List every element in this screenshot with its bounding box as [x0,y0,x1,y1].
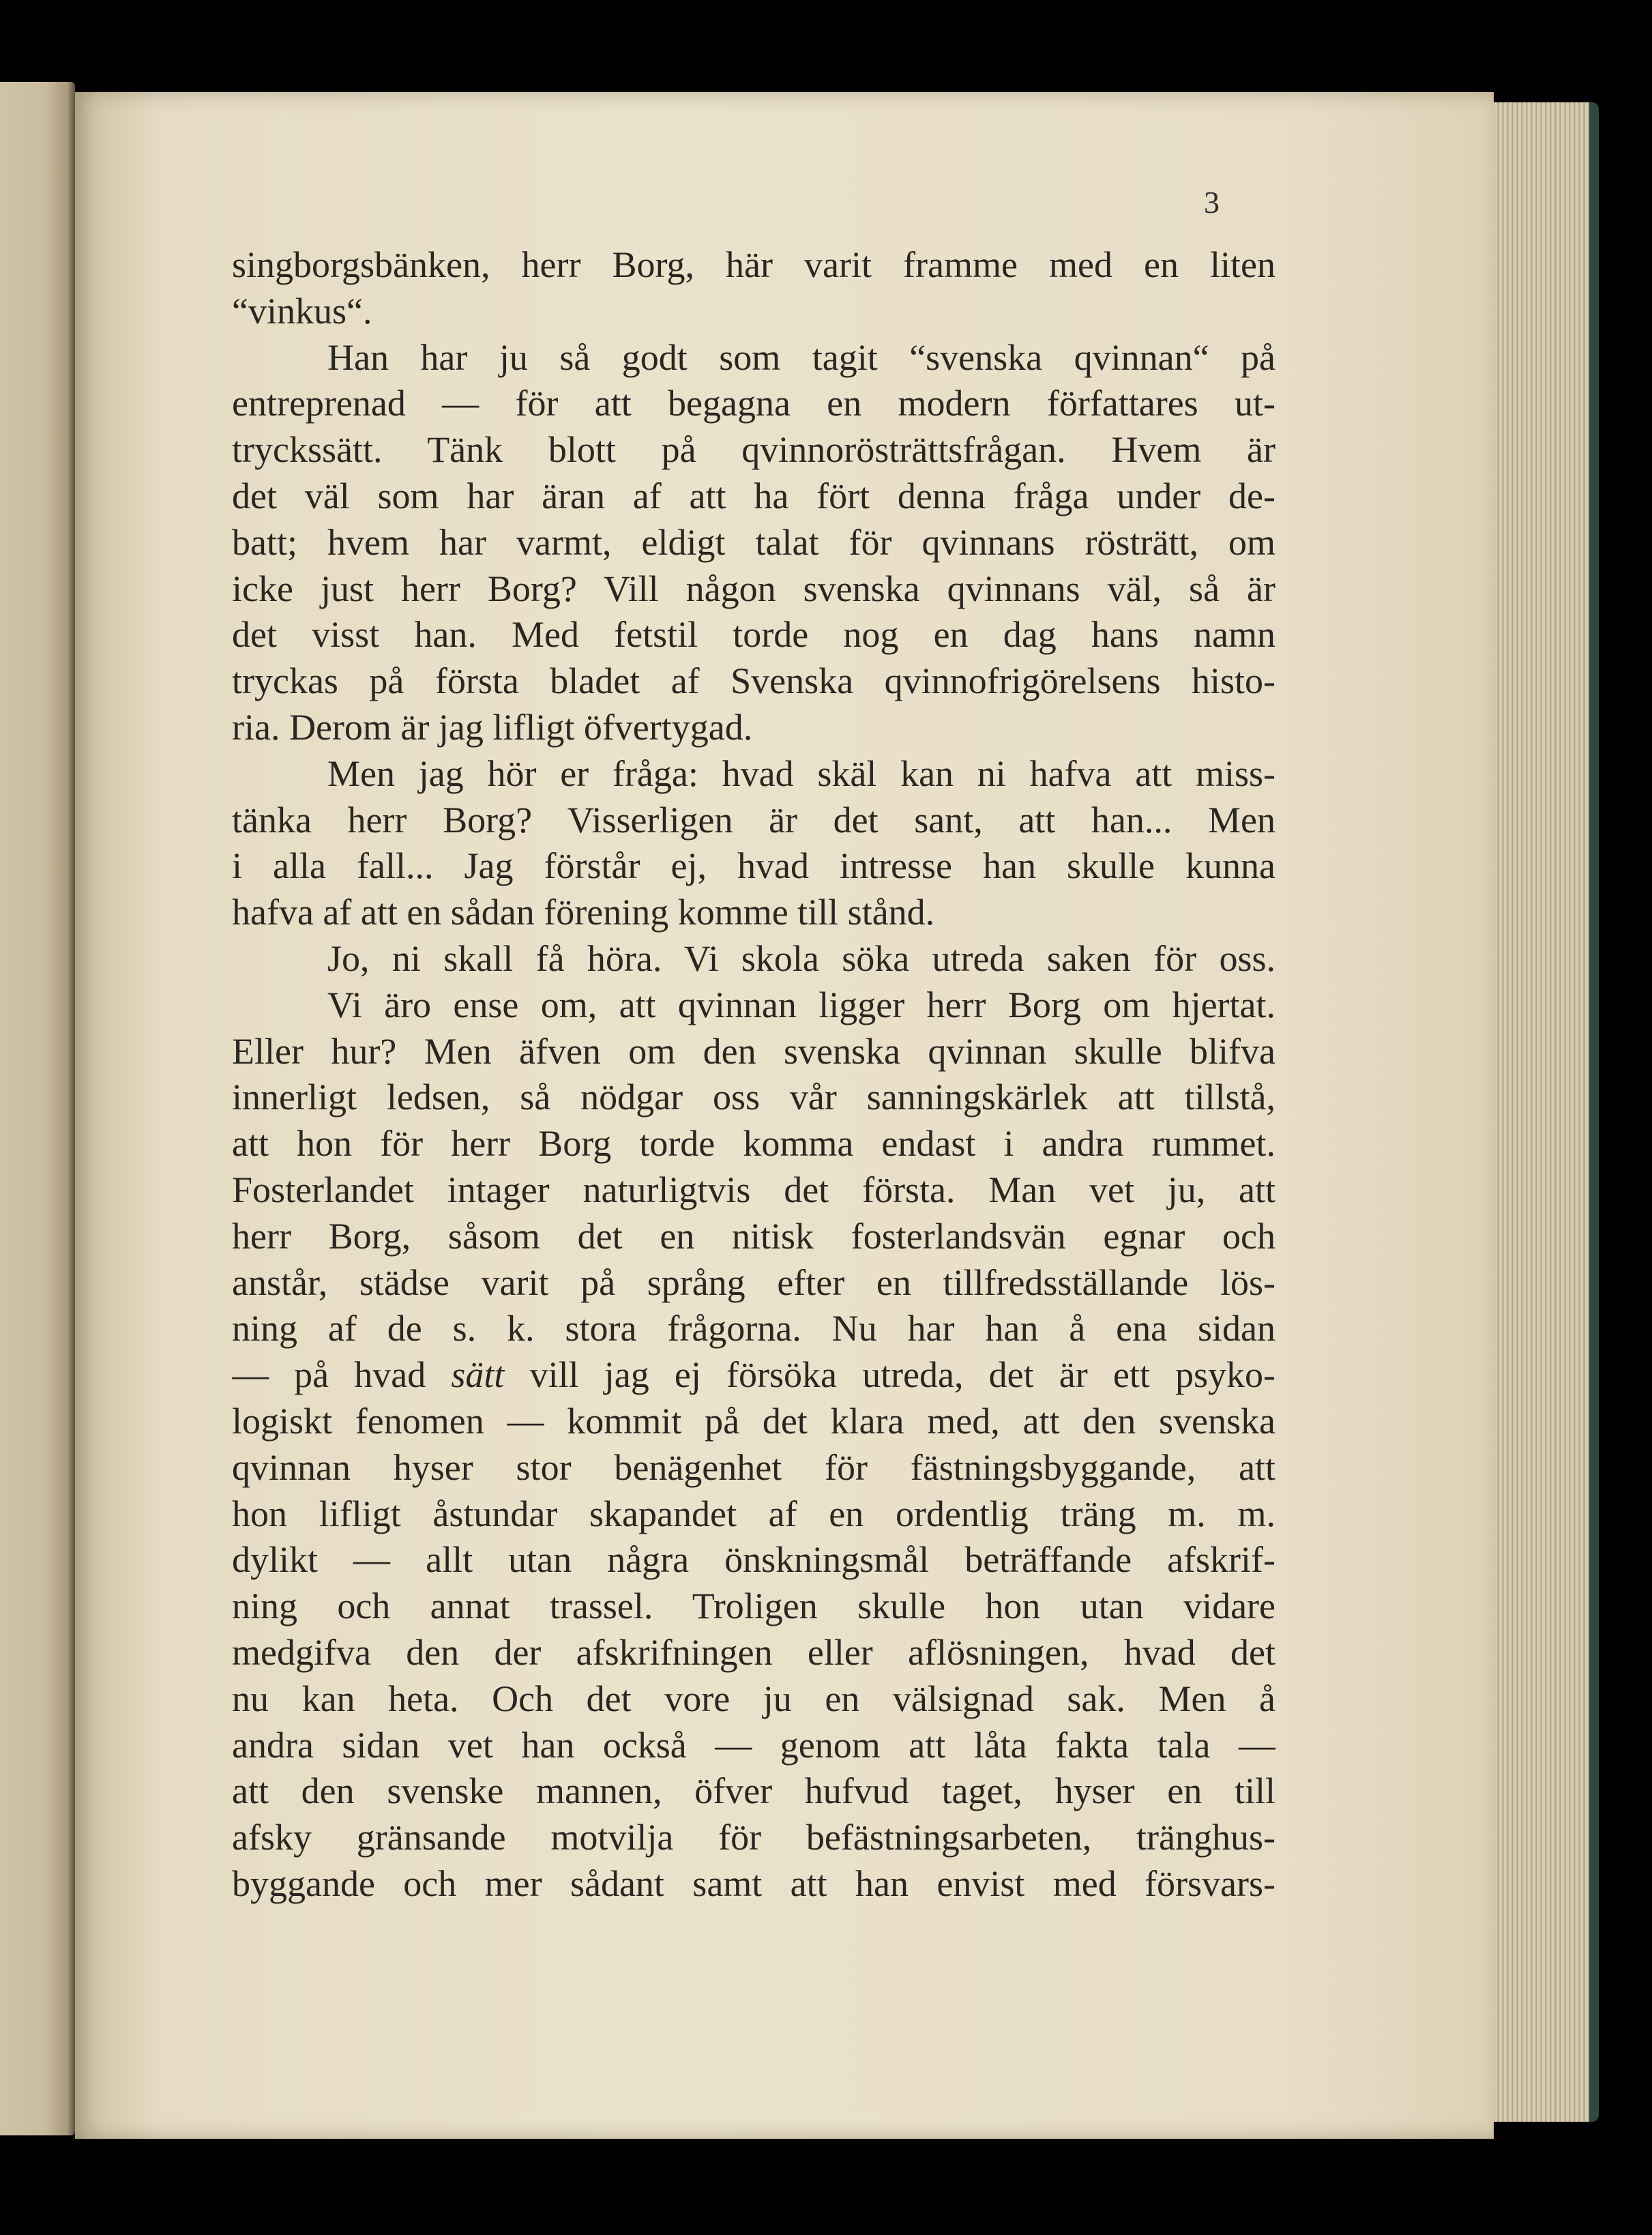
text-line: det väl som har äran af att ha fört denna fråga under de- [232,475,1275,516]
text-line: singborgsbänken, herr Borg, här varit framme med en liten [232,244,1275,285]
text-line: ria. Derom är jag lifligt öfvertygad. [232,706,753,748]
page-number: 3 [1204,185,1220,220]
text-line: “vinkus“. [232,290,372,332]
text-line: att den svenske mannen, öfver hufvud taget, hyser en till [232,1770,1275,1812]
text-line: Jo, ni skall få höra. Vi skola söka utreda saken för oss. [327,937,1275,979]
page-stack-edge [1480,102,1599,2122]
text-line: qvinnan hyser stor benägenhet för fästningsbyggande, att [232,1446,1275,1488]
text-line: Eller hur? Men äfven om den svenska qvinnan skulle blifva [232,1030,1275,1072]
text-line: det visst han. Med fetstil torde nog en dag hans namn [232,614,1275,656]
text-line: tryckssätt. Tänk blott på qvinnorösträttsfrågan. Hvem är [232,429,1275,471]
text-line: icke just herr Borg? Vill någon svenska qvinnans väl, så är [232,568,1275,609]
text-line: andra sidan vet han också — genom att låta fakta tala — [232,1724,1275,1766]
text-line: hafva af att en sådan förening komme till stånd. [232,892,935,933]
text-line: hon lifligt åstundar skapandet af en ordentlig träng m. m. [232,1493,1275,1534]
text-run: vill jag ej försöka utreda, det är ett psyko- [504,1354,1275,1396]
text-line: Vi äro ense om, att qvinnan ligger herr Borg om hjertat. [327,984,1275,1025]
text-line: anstår, städse varit på språng efter en tillfredsställande lös- [232,1261,1275,1303]
text-line: ning af de s. k. stora frågorna. Nu har han å ena sidan [232,1308,1275,1349]
text-line: herr Borg, såsom det en nitisk fosterlandsvän egnar och [232,1215,1275,1257]
text-line: Men jag hör er fråga: hvad skäl kan ni hafva att miss- [327,753,1275,794]
emphasis: sätt [451,1354,505,1396]
text-line: dylikt — allt utan några önskningsmål beträffande afskrif- [232,1539,1275,1581]
text-line: batt; hvem har varmt, eldigt talat för qvinnans rösträtt, om [232,521,1275,563]
text-line: afsky gränsande motvilja för befästningsarbeten, tränghus- [232,1817,1275,1858]
text-line: entreprenad — för att begagna en modern författares ut- [232,383,1275,424]
text-line: innerligt ledsen, så nödgar oss vår sanningskärlek att tillstå, [232,1077,1275,1118]
text-run: — på hvad [232,1354,452,1396]
text-line: logiskt fenomen — kommit på det klara med, att den svenska [232,1400,1275,1442]
text-line: att hon för herr Borg torde komma endast i andra rummet. [232,1123,1275,1165]
text-line: Han har ju så godt som tagit “svenska qvinnan“ på [327,336,1275,378]
text-line: i alla fall... Jag förstår ej, hvad intresse han skulle kunna [232,845,1275,887]
text-line: tryckas på första bladet af Svenska qvinnofrigörelsens histo- [232,660,1275,702]
left-page-edge [0,82,75,2135]
text-line: Fosterlandet intager naturligtvis det första. Man vet ju, att [232,1169,1275,1210]
text-line: byggande och mer sådant samt att han envist med försvars- [232,1862,1275,1904]
text-line-italic [232,1352,1275,1399]
body-text [232,242,1275,1908]
text-line: tänka herr Borg? Visserligen är det sant, att han... Men [232,799,1275,841]
text-line: ning och annat trassel. Troligen skulle hon utan vidare [232,1586,1275,1627]
text-line: medgifva den der afskrifningen eller aflösningen, hvad det [232,1631,1275,1673]
text-line: nu kan heta. Och det vore ju en välsignad sak. Men å [232,1678,1275,1719]
